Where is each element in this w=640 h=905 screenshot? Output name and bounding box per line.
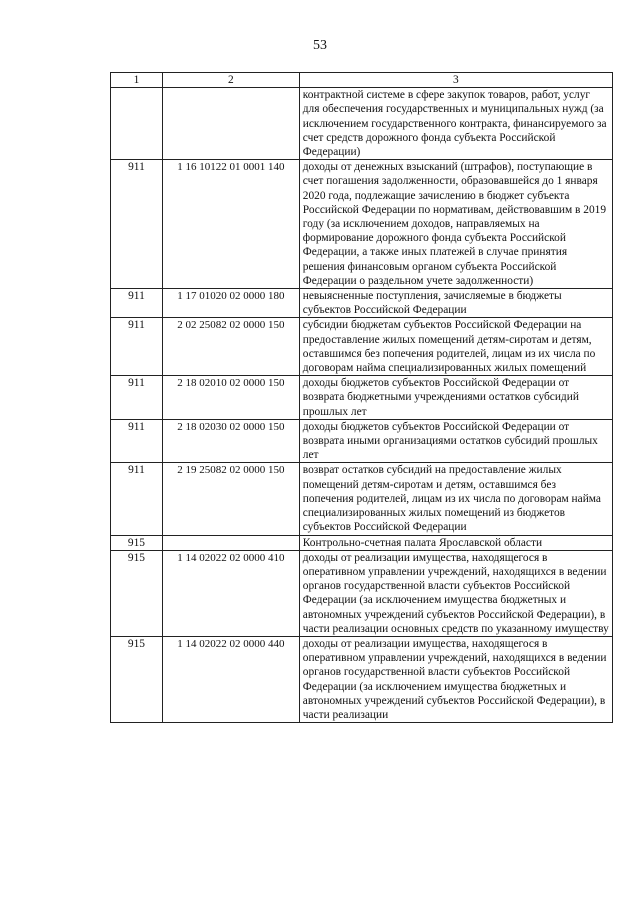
description-cell: доходы от реализации имущества, находящегося в оперативном управлении учреждений, находящихся в ведении органов государственной власти субъектов Российской Федерации (за исключением имущества бюджетных и автономных учреждений субъектов Российской Федерации), в части реализации основных средств по указанному имуществу: [299, 550, 612, 636]
admin-code-cell: 911: [111, 160, 163, 289]
table-row: [111, 289, 613, 318]
revenue-code-cell: [162, 88, 299, 160]
table-row: [111, 535, 613, 550]
revenue-codes-table: [110, 72, 613, 723]
admin-code-cell: 911: [111, 289, 163, 318]
description-cell: Контрольно-счетная палата Ярославской области: [299, 535, 612, 550]
table-header-row: [111, 73, 613, 88]
description-cell: субсидии бюджетам субъектов Российской Федерации на предоставление жилых помещений детям-сиротам и детям, оставшимся без попечения родителей, лицам из их числа по договорам найма специализированных жилых помещений: [299, 318, 612, 376]
description-cell: доходы от реализации имущества, находящегося в оперативном управлении учреждений, находящихся в ведении органов государственной власти субъектов Российской Федерации (за исключением имущества бюджетных и автономных учреждений субъектов Российской Федерации), в части реализации: [299, 636, 612, 722]
description-cell: невыясненные поступления, зачисляемые в бюджеты субъектов Российской Федерации: [299, 289, 612, 318]
description-cell: доходы бюджетов субъектов Российской Федерации от возврата бюджетными учреждениями остатков субсидий прошлых лет: [299, 376, 612, 420]
description-cell: доходы бюджетов субъектов Российской Федерации от возврата иными организациями остатков субсидий прошлых лет: [299, 419, 612, 463]
revenue-code-cell: 1 16 10122 01 0001 140: [162, 160, 299, 289]
table-row: [111, 318, 613, 376]
admin-code-cell: 911: [111, 419, 163, 463]
table-row: [111, 550, 613, 636]
description-cell: доходы от денежных взысканий (штрафов), поступающие в счет погашения задолженности, образовавшейся до 1 января 2020 года, подлежащие зачислению в бюджет субъекта Российской Федерации по нормативам, действовавшим в 2019 году (за исключением доходов, направляемых на формирование дорожного фонда субъекта Российской Федерации, а также иных платежей в случае принятия решения финансовым органом субъекта Российской Федерации о раздельном учете задолженности): [299, 160, 612, 289]
header-col-3: 3: [299, 73, 612, 88]
table-row: [111, 160, 613, 289]
admin-code-cell: 915: [111, 636, 163, 722]
revenue-code-cell: 2 02 25082 02 0000 150: [162, 318, 299, 376]
admin-code-cell: 911: [111, 318, 163, 376]
revenue-code-cell: 2 19 25082 02 0000 150: [162, 463, 299, 535]
table-row: [111, 463, 613, 535]
revenue-code-cell: 2 18 02030 02 0000 150: [162, 419, 299, 463]
revenue-code-cell: 1 14 02022 02 0000 410: [162, 550, 299, 636]
table-row: [111, 419, 613, 463]
header-col-1: 1: [111, 73, 163, 88]
revenue-code-cell: 1 14 02022 02 0000 440: [162, 636, 299, 722]
admin-code-cell: 915: [111, 550, 163, 636]
revenue-code-cell: 1 17 01020 02 0000 180: [162, 289, 299, 318]
table-row: [111, 88, 613, 160]
admin-code-cell: 911: [111, 376, 163, 420]
admin-code-cell: [111, 88, 163, 160]
table-row: [111, 636, 613, 722]
admin-code-cell: 911: [111, 463, 163, 535]
admin-code-cell: 915: [111, 535, 163, 550]
header-col-2: 2: [162, 73, 299, 88]
page-number: 53: [313, 38, 327, 53]
table-row: [111, 376, 613, 420]
revenue-code-cell: [162, 535, 299, 550]
description-cell: возврат остатков субсидий на предоставление жилых помещений детям-сиротам и детям, оставшимся без попечения родителей, лицам из их числа по договорам найма специализированных жилых помещений из бюджетов субъектов Российской Федерации: [299, 463, 612, 535]
revenue-code-cell: 2 18 02010 02 0000 150: [162, 376, 299, 420]
description-cell: контрактной системе в сфере закупок товаров, работ, услуг для обеспечения государственных и муниципальных нужд (за исключением государственного контракта, финансируемого за счет средств дорожного фонда субъекта Российской Федерации): [299, 88, 612, 160]
